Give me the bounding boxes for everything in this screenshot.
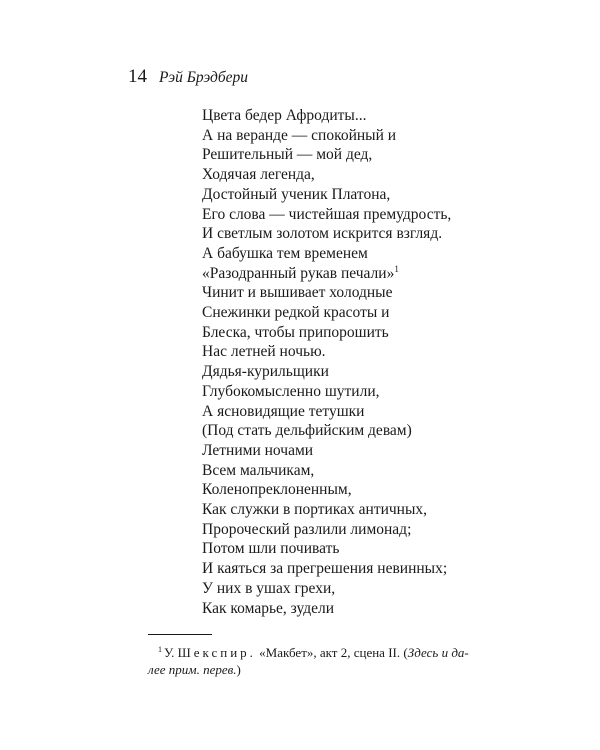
poem-line: (Под стать дельфийским девам): [202, 422, 412, 440]
poem-line-text: «Разодранный рукав печали»: [202, 264, 395, 282]
poem-line: Ходячая легенда,: [202, 166, 315, 184]
poem-line: Дядья-курильщики: [202, 363, 329, 381]
poem-line: И светлым золотом искрится взгляд.: [202, 225, 443, 243]
footnote-author-surname: Шекспир.: [177, 645, 256, 660]
poem-line: А ясновидящие тетушки: [202, 402, 365, 420]
poem-line: Как комарье, зудели: [202, 599, 335, 617]
poem-line: Летними ночами: [202, 441, 314, 459]
footnote-paren-open: (: [403, 645, 408, 660]
poem-line: Коленопреклоненным,: [202, 481, 352, 499]
poem-line: Снежинки редкой красоты и: [202, 304, 390, 322]
footnote-number: 1: [158, 645, 162, 654]
footnote-paren-close: ): [236, 662, 241, 677]
poem-line: Потом шли почивать: [202, 540, 340, 558]
poem-line: Пророческий разлили лимонад;: [202, 520, 412, 538]
footnote-divider: [148, 634, 212, 635]
poem-line: Его слова — чистейшая премудрость,: [202, 205, 452, 223]
poem-line: Решительный — мой дед,: [202, 146, 373, 164]
poem-line: Достойный ученик Платона,: [202, 185, 391, 203]
poem-line: Как служки в портиках античных,: [202, 501, 428, 519]
poem: [202, 106, 451, 618]
page-number: 14: [128, 66, 147, 87]
poem-line: Глубокомысленно шутили,: [202, 382, 380, 400]
poem-line: И каяться за прегрешения невинных;: [202, 560, 448, 578]
footnote: [148, 641, 469, 678]
poem-line: Нас летней ночью.: [202, 343, 326, 361]
poem-line: Чинит и вышивает холодные: [202, 284, 393, 302]
running-head: [128, 66, 248, 88]
footnote-line: [158, 641, 469, 661]
footnote-work: «Макбет», акт 2, сцена II.: [259, 645, 401, 660]
footnote-author-initial: У.: [164, 645, 175, 660]
footnote-note-part1: Здесь и да-: [407, 645, 469, 660]
footnote-note-part2: лее прим. перев.: [148, 662, 237, 677]
poem-line-with-footnote: [202, 264, 451, 284]
poem-line: Блеска, чтобы припорошить: [202, 323, 389, 341]
poem-line: А бабушка тем временем: [202, 244, 368, 262]
poem-line: У них в ушах грехи,: [202, 579, 336, 597]
poem-line: Цвета бедер Афродиты...: [202, 107, 367, 124]
poem-line: Всем мальчикам,: [202, 461, 315, 479]
running-head-author: Рэй Брэдбери: [159, 69, 249, 86]
footnote-line: [148, 661, 458, 678]
poem-line: А на веранде — спокойный и: [202, 126, 397, 144]
footnote-reference: 1: [394, 263, 399, 274]
